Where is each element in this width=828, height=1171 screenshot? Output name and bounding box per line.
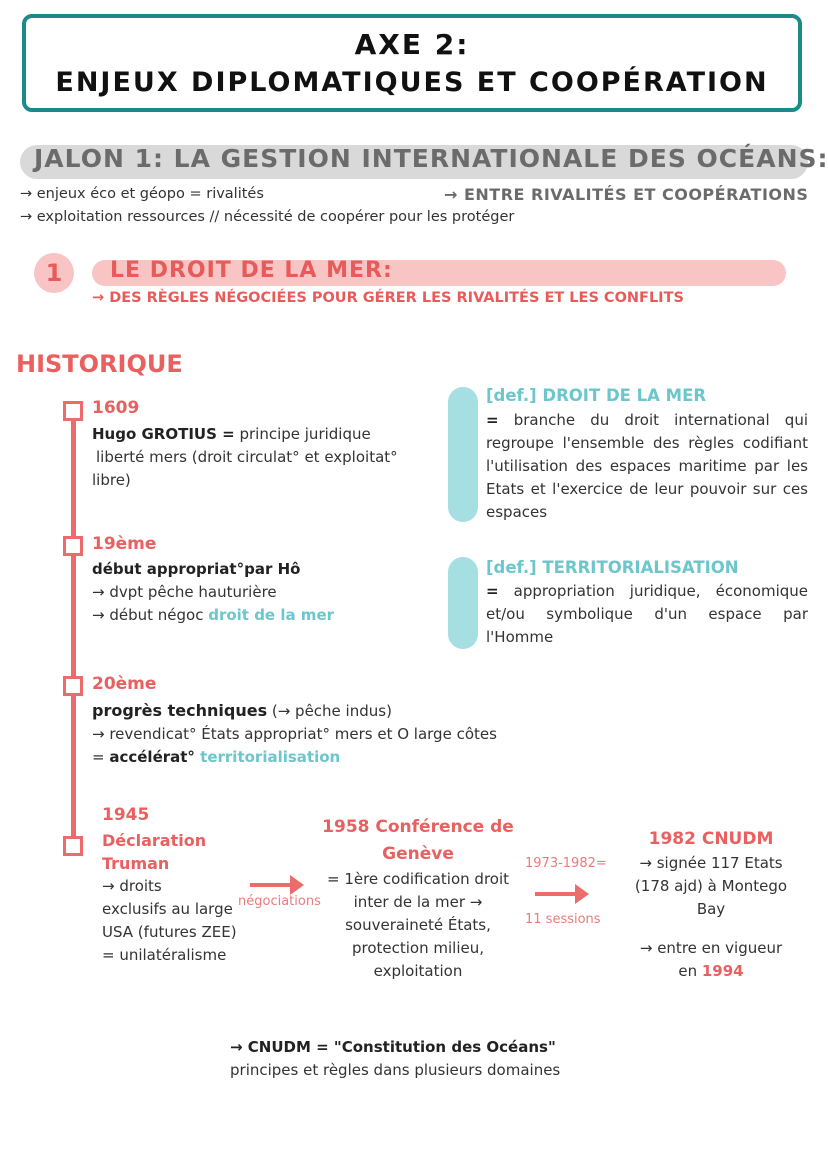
jalon-title: JALON 1: LA GESTION INTERNATIONALE DES OCÉANS: xyxy=(34,144,828,173)
arrow-label: 11 sessions xyxy=(525,912,601,927)
section-title: LE DROIT DE LA MER: xyxy=(110,258,393,283)
date-1609: 1609 xyxy=(92,398,140,418)
event-19eme: début appropriat°par Hô → dvpt pêche hauturière → début négoc droit de la mer xyxy=(92,560,335,624)
date-19eme: 19ème xyxy=(92,534,157,554)
definition-title: [def.] DROIT DE LA MER xyxy=(486,386,707,405)
definition-marker xyxy=(448,387,478,522)
date-1945: 1945 xyxy=(102,805,150,825)
historique-heading: HISTORIQUE xyxy=(16,350,183,378)
grotius-name: Hugo GROTIUS = xyxy=(92,425,235,443)
arrow-label: négociations xyxy=(238,894,321,909)
definition-title: [def.] TERRITORIALISATION xyxy=(486,558,739,577)
timeline-node xyxy=(63,536,83,556)
footer-note: → CNUDM = "Constitution des Océans" principes et règles dans plusieurs domaines xyxy=(230,1038,561,1079)
event-1945: Déclaration Truman → droits exclusifs au large USA (futures ZEE) = unilatéralisme xyxy=(102,831,237,964)
jalon-point: → enjeux éco et géopo = rivalités xyxy=(20,186,264,202)
axis-number: AXE 2: xyxy=(354,28,470,61)
date-20eme: 20ème xyxy=(92,674,157,694)
event-20eme: progrès techniques (→ pêche indus) → revendicat° États appropriat° mers et O large côtes = accélérat° territorialisation xyxy=(92,701,497,766)
arrow-shaft xyxy=(535,892,577,896)
jalon-summary: → ENTRE RIVALITÉS ET COOPÉRATIONS xyxy=(444,185,809,204)
definition-body: = appropriation juridique, économique et/ou symbolique d'un espace par l'Homme xyxy=(486,582,808,646)
event-1982: 1982 CNUDM → signée 117 Etats (178 ajd) à Montego Bay → entre en vigueur en 1994 xyxy=(634,829,788,980)
event-1609: Hugo GROTIUS = principe juridique liberté mers (droit circulat° et exploitat° libre) xyxy=(92,425,398,489)
timeline-node xyxy=(63,676,83,696)
definition-marker xyxy=(448,557,478,649)
section-subtitle: → DES RÈGLES NÉGOCIÉES POUR GÉRER LES RIVALITÉS ET LES CONFLITS xyxy=(92,290,684,306)
arrow-shaft xyxy=(250,883,292,887)
arrow-right-icon xyxy=(290,875,304,895)
definition-body: = branche du droit international qui regroupe l'ensemble des règles codifiant l'utilisation des espaces maritime par les Etats et l'exercice de leur pouvoir sur ces espaces xyxy=(486,411,808,521)
section-number-badge: 1 xyxy=(34,253,74,293)
title-box xyxy=(22,14,802,112)
axis-title: ENJEUX DIPLOMATIQUES ET COOPÉRATION xyxy=(55,67,769,98)
event-1958: 1958 Conférence de Genève = 1ère codification droit inter de la mer → souveraineté États, protection milieu, exploitation xyxy=(322,817,514,980)
arrow-right-icon xyxy=(575,884,589,904)
jalon-point: → exploitation ressources // nécessité de coopérer pour les protéger xyxy=(20,209,515,225)
timeline-node xyxy=(63,401,83,421)
arrow-label: 1973-1982= xyxy=(525,856,607,871)
timeline-line xyxy=(71,408,76,845)
timeline-node xyxy=(63,836,83,856)
